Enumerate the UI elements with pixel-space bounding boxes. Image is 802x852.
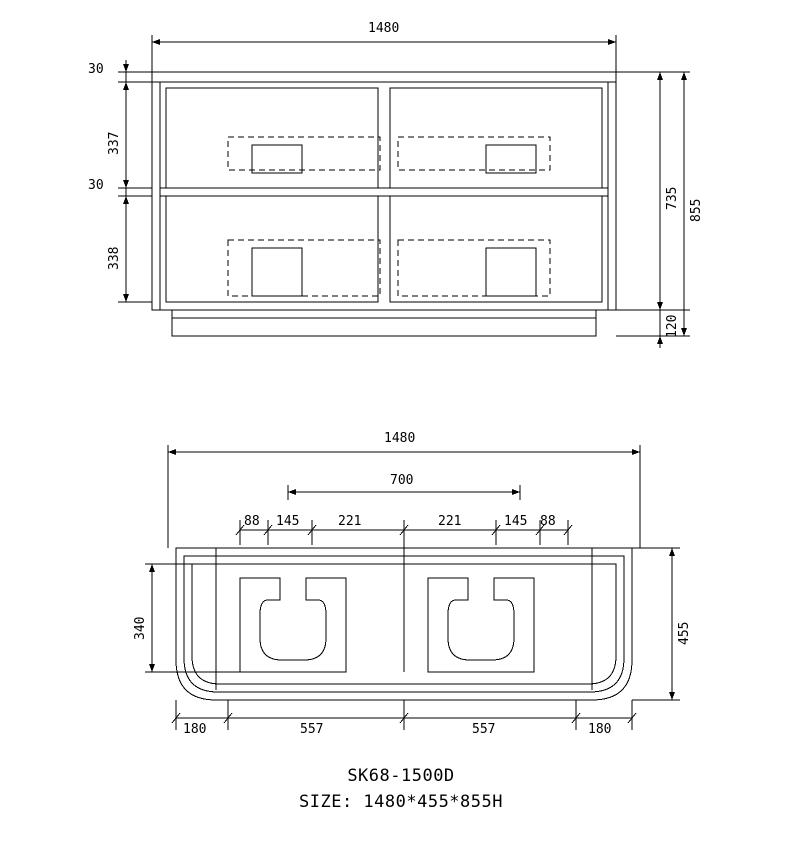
label-plan-left-c: 221 [338,514,362,529]
label-plan-inner-span: 700 [390,473,414,488]
label-front-lower-drawer: 338 [107,246,122,270]
front-cabinet-body [152,72,616,310]
label-plan-overall-depth: 455 [677,621,692,645]
front-handle-hidden-lower-left [228,240,380,296]
label-plan-left-b: 145 [276,514,300,529]
label-plan-right-a: 88 [540,514,556,529]
front-handle-lower-right [486,248,536,296]
plan-basin-right [428,578,534,672]
front-handle-hidden-upper-right [398,137,550,170]
front-handle-lower-left [252,248,302,296]
front-handle-upper-left [252,145,302,173]
label-front-top-rail: 30 [88,62,104,77]
label-front-plinth: 120 [665,314,680,338]
label-plan-right-end: 180 [588,722,612,737]
front-plinth [172,310,596,336]
label-plan-width: 1480 [384,431,416,446]
label-front-body-height: 735 [665,186,680,210]
front-handle-hidden-upper-left [228,137,380,170]
label-plan-right-b: 145 [504,514,528,529]
label-plan-inner-depth: 340 [133,616,148,640]
label-plan-left-a: 88 [244,514,260,529]
label-plan-right-door: 557 [472,722,496,737]
front-handle-upper-right [486,145,536,173]
label-plan-left-end: 180 [183,722,207,737]
drawing-size-note: SIZE: 1480*455*855H [299,792,503,812]
label-front-width: 1480 [368,21,400,36]
plan-basin-left [240,578,346,672]
label-plan-right-c: 221 [438,514,462,529]
front-drawer-lower-left [166,196,378,302]
drawing-model-number: SK68-1500D [347,766,455,786]
label-plan-left-door: 557 [300,722,324,737]
label-front-upper-drawer: 337 [107,131,122,155]
label-front-mid-rail: 30 [88,178,104,193]
front-drawer-lower-right [390,196,602,302]
label-front-overall-height: 855 [689,198,704,222]
